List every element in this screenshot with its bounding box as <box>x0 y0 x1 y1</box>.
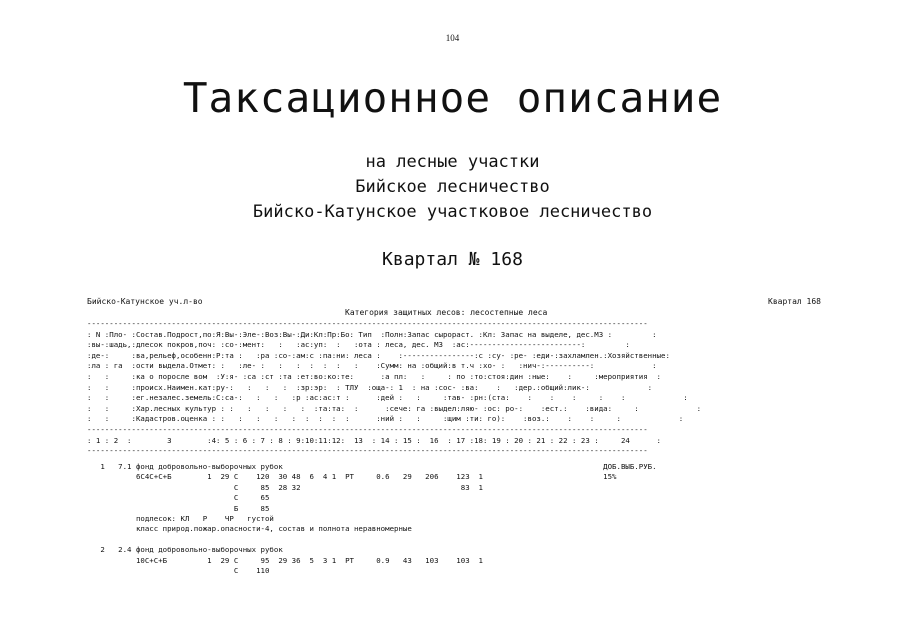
district-header: Бийско-Катунское уч.л-во <box>87 297 203 306</box>
records-block: 1 7.1 фонд добровольно-выборочных рубок ДОБ.ВЫБ.РУБ. 6С4С+С+Б 1 29 С 120 30 48 6 4 1 РТ 0.6 29 206 123 1 15% С 85 28 32 83 1 С 65 Б 85 подлесок: КЛ Р ЧР густой класс природ.пожар.опасности-4, состав и полнота неравномерные 2 2.4 фонд добровольно-выборочных рубок 10С+С+Б 1 29 С 95 29 36 5 3 1 РТ 0.9 43 103 103 1 С 110 <box>100 462 657 576</box>
table-header: ------------------------------------------------------------------------------------------------------------------------------ : N :Пло- :Состав.Подрост,по:Я:Вы-:Эле-:Воз:Вы-:Ди:Кл:Пр:Бо: Тип :Полн:Запас сырораст. :Кл: Запас на выделе, дес.М3 : : :вы-:шадь,:длесок покров,поч: :со-:мент: : :ас:уп: : :ота : леса, дес. М3 :ас:-------------------------: : :де-: :ва,рельеф,особенн:Р:та : :ра :со-:ам:с :па:ни: леса : :----------------:с :су- :ре- :еди-:захламлен.:Хозяйственные: :ла : га :ости выдела.Отмет: : :ле- : : : : : : : :Сумм: на :общий:в т.ч :хо- : :нич-:----------: : : : :ка о поросле вом :У:я- :са :ст :та :ет:во:ко:те: :а пл: : : по :то:стоя:дин :ные: : :мероприятия : : : :происх.Наимен.кат:ру-: : : : :зр:эр: : ТЛУ :оща-: 1 : на :сос- :ва: : :дер.:общий:лик-: : : : :ег.незалес.земель:С:са-: : : :р :ас:ас:т : :дей : : :тав- :рн:(ста: : : : : : : : : :Хар.лесных культур : : : : : : :та:та: : :сече: га :выдел:ляю- :ос: ро-: :ест.: :вида: : : : : :Кадастров.оценка : : : : : : : : : : :ний : : :щим :ти: го): :воз.: : : : : ------------------------------------------------------------------------------------------------------------------------------ : 1 : 2 : 3 :4: 5 : 6 : 7 : 8 : 9:10:11:12: 13 : 14 : 15 : 16 : 17 :18: 19 : 20 : 21 : 22 : 23 : 24 : ------------------------------------------------------------------------------------------------------------------------------ <box>87 319 702 456</box>
subtitle-district: Бийско-Катунское участковое лесничество <box>252 202 653 222</box>
subtitle-forestry: Бийское лесничество <box>355 177 550 197</box>
kvartal-title: Квартал № 168 <box>382 249 523 270</box>
protection-category: Категория защитных лесов: лесостепные леса <box>345 308 548 317</box>
page-title: Таксационное описание <box>182 74 723 122</box>
page-number: 104 <box>445 33 460 43</box>
subtitle-line-1: на лесные участки <box>365 152 540 172</box>
kvartal-header: Квартал 168 <box>768 297 821 306</box>
